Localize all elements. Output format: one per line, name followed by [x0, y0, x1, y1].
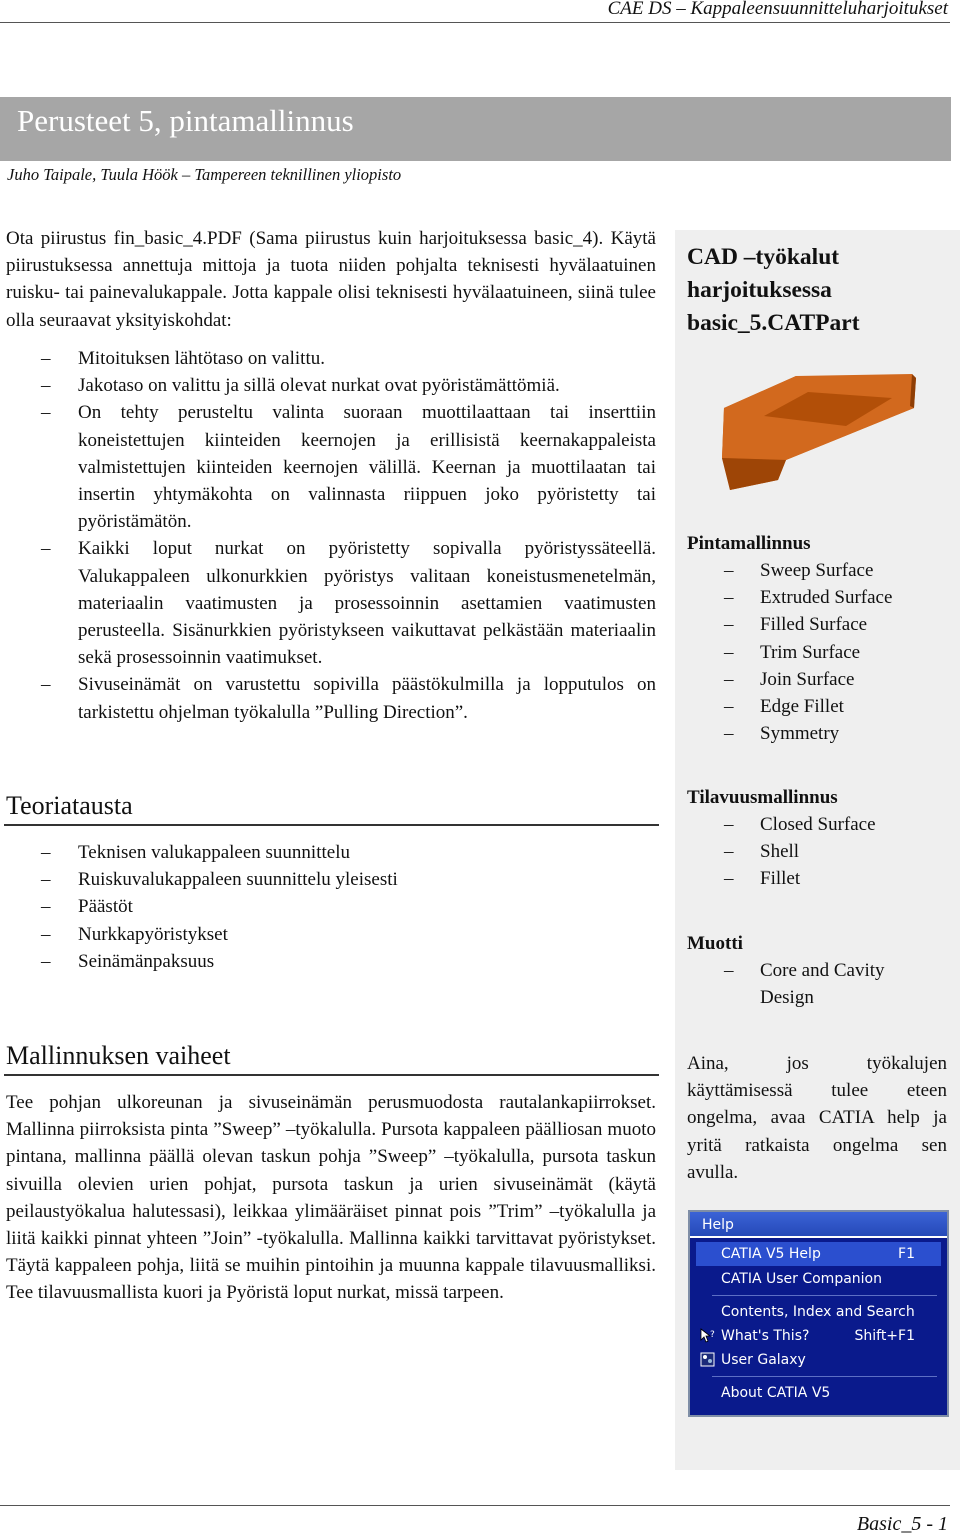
dash-bullet: – — [41, 869, 51, 891]
menu-item-user-galaxy[interactable] — [696, 1348, 941, 1372]
volume-tools-heading: Tilavuusmallinnus — [687, 787, 838, 808]
list-item — [687, 838, 947, 865]
dash-bullet: – — [41, 896, 51, 918]
intro-paragraph: Ota piirustus fin_basic_4.PDF (Sama piirustus kuin harjoituksessa basic_4). Käytä piirustuksessa annettuja mittoja ja tuota niiden pohjalta teknisesti hyvälaatuinen ruisku- tai painevalukappale. Jotta kappale olisi teknisesti hyvälaatuineen, siinä tulee olla seuraavat yksityiskohdat: — [6, 228, 656, 331]
page-title: Perusteet 5, pintamallinnus — [17, 103, 354, 138]
theory-heading: Teoriatausta — [6, 791, 133, 820]
footer-rule — [0, 1505, 950, 1506]
list-item — [687, 584, 947, 611]
menu-item-user-companion[interactable] — [696, 1267, 941, 1291]
list-item — [687, 611, 947, 638]
list-item — [6, 399, 656, 535]
list-item-text: Päästöt — [78, 896, 133, 918]
menu-item-label: CATIA User Companion — [721, 1271, 882, 1287]
menu-separator — [712, 1295, 937, 1296]
menu-item-label: User Galaxy — [721, 1352, 806, 1368]
dash-bullet: – — [41, 950, 51, 972]
list-item-text: Teknisen valukappaleen suunnittelu — [78, 842, 350, 863]
list-item — [6, 893, 656, 920]
authors: Juho Taipale, Tuula Höök – Tampereen teknillinen yliopisto — [7, 165, 402, 184]
dash-bullet: – — [724, 723, 734, 745]
menu-item-label: Contents, Index and Search — [721, 1304, 915, 1320]
requirements-list — [6, 345, 656, 726]
dash-bullet: – — [724, 668, 734, 690]
list-item-text: On tehty perusteltu valinta suoraan muottilaattaan tai inserttiin koneistettujen kiinteiden keernojen ja erillisistä keernakappaleista valmistettujen kiinteiden keernojen välillä. Keernan ja muottilaatan tai insertin yhtymäkohta on valinnasta riippuen joko pyöristetty tai pyöristämätön. — [78, 402, 656, 533]
list-item — [6, 839, 656, 866]
menu-item-label: CATIA V5 Help — [721, 1246, 821, 1262]
list-item-text: Symmetry — [760, 723, 840, 745]
list-item — [6, 372, 656, 399]
menu-item-about-catia[interactable] — [696, 1381, 941, 1405]
dash-bullet: – — [724, 587, 734, 609]
list-item-text: Jakotaso on valittu ja sillä olevat nurkat ovat pyöristämättömiä. — [78, 375, 560, 397]
modeling-paragraph: Tee pohjan ulkoreunan ja sivuseinämän perusmuodosta rautalankapiirrokset. Mallinna piirroksista pinta ”Sweep” –työkalulla. Pursota kappaleen päälliosan muoto pintana, mallinna päällä olevan taskun pohja ”Sweep” –työkalulla, pursota taskun sivuilla olevien urien pohjat, pursota taskun ja urien sivuseinämät (käytä peilaustyökalua halutessasi), leikkaa ylimääräiset pinnat pois ”Trim” –työkalulla ja liitä kaikki pinnat yhteen ”Join” -työkalulla. Mallinna kaikki tarvittavat pyöristykset. Täytä kappaleen pohja, liitä se muihin pintoihin ja muunna kappale tilavuusmalliksi. Tee tilavuusmallista kuori ja Pyöristä loput nurkat, missä tarpeen. — [6, 1092, 656, 1304]
list-item-text: Ruiskuvalukappaleen suunnittelu yleisesti — [78, 869, 398, 891]
whats-this-icon — [700, 1328, 715, 1343]
menu-item-label: What's This? — [721, 1328, 810, 1344]
mold-tools-list — [687, 957, 947, 1011]
catia-help-menu-screenshot — [688, 1210, 949, 1417]
list-item-text: Sweep Surface — [760, 560, 874, 581]
list-item-text: Sivuseinämät on varustettu sopivilla päästökulmilla ja lopputulos on tarkistettu ohjelman työkalulla ”Pulling Direction”. — [78, 674, 656, 723]
menu-item-catia-help[interactable] — [696, 1242, 941, 1266]
help-menu-title[interactable]: Help — [690, 1212, 947, 1236]
dash-bullet: – — [724, 841, 734, 863]
list-item-text: Trim Surface — [760, 641, 861, 663]
list-item-text: Extruded Surface — [760, 587, 893, 609]
list-item-text: Nurkkapyöristykset — [78, 923, 228, 945]
list-item-text: Fillet — [760, 868, 801, 890]
dash-bullet: – — [724, 696, 734, 718]
help-note: Aina, jos työkalujen käyttämisessä tulee eteen ongelma, avaa CATIA help ja yritä ratkaista ongelma sen avulla. — [687, 1053, 947, 1183]
list-item — [6, 948, 656, 975]
menu-item-shortcut: Shift+F1 — [854, 1328, 915, 1344]
page-footer: Basic_5 - 1 — [856, 1513, 948, 1535]
dash-bullet: – — [41, 842, 51, 863]
dash-bullet: – — [724, 960, 734, 981]
list-item — [6, 535, 656, 671]
menu-item-shortcut: F1 — [898, 1246, 915, 1262]
dash-bullet: – — [41, 375, 51, 397]
list-item — [687, 666, 947, 693]
list-item — [6, 345, 656, 372]
surface-tools-heading: Pintamallinnus — [687, 533, 811, 554]
list-item — [687, 557, 947, 584]
dash-bullet: – — [724, 560, 734, 581]
svg-text:?: ? — [710, 1330, 715, 1340]
list-item — [687, 865, 947, 892]
list-item-text: Kaikki loput nurkat on pyöristetty sopivalla pyöristyssäteellä. Valukappaleen ulkonurkkien pyöristys valitaan koneistusmenetelmän, materiaalin vaatimusten ja prosessoinnin asettamien vaatimusten perusteella. Sisänurkkien pyöristykseen vaikuttavat pelkästään materiaalin sekä prosessoinnin vaatimukset. — [78, 538, 656, 669]
part-front-face — [722, 458, 786, 490]
running-header: CAE DS – Kappaleensuunnitteluharjoitukset — [607, 0, 948, 19]
list-item-text: Edge Fillet — [760, 696, 844, 718]
dash-bullet: – — [724, 641, 734, 663]
list-item — [6, 866, 656, 893]
dash-bullet: – — [724, 614, 734, 636]
list-item — [6, 921, 656, 948]
help-menu-dropdown — [690, 1238, 947, 1415]
dash-bullet: – — [724, 868, 734, 890]
theory-list — [6, 839, 656, 975]
menu-item-contents-index-search[interactable] — [696, 1300, 941, 1324]
list-item-text: Closed Surface — [760, 814, 876, 835]
dash-bullet: – — [724, 814, 734, 835]
dash-bullet: – — [41, 923, 51, 945]
dash-bullet: – — [41, 348, 51, 369]
list-item — [6, 671, 656, 725]
modeling-heading: Mallinnuksen vaiheet — [6, 1041, 231, 1070]
menu-item-whats-this[interactable] — [696, 1324, 941, 1348]
list-item-text: Mitoituksen lähtötaso on valittu. — [78, 348, 325, 369]
list-item-text: Filled Surface — [760, 614, 868, 636]
list-item-text: Shell — [760, 841, 800, 863]
mold-tools-heading: Muotti — [687, 933, 743, 954]
list-item — [687, 720, 947, 747]
modeling-rule — [4, 1074, 659, 1076]
menu-separator — [712, 1376, 937, 1377]
user-galaxy-icon — [700, 1352, 715, 1367]
surface-tools-list — [687, 557, 947, 747]
list-item-text: Core and Cavity Design — [760, 960, 885, 1009]
header-rule — [0, 22, 950, 23]
sidebar-title: CAD –työkalut harjoituksessa basic_5.CATPart — [687, 244, 860, 336]
list-item-text: Join Surface — [760, 668, 855, 690]
list-item — [687, 811, 947, 838]
list-item-text: Seinämänpaksuus — [78, 950, 215, 972]
menu-item-label: About CATIA V5 — [721, 1385, 831, 1401]
dash-bullet: – — [41, 538, 51, 560]
list-item — [687, 693, 947, 720]
dash-bullet: – — [41, 402, 51, 424]
part-3d-model-image — [716, 368, 916, 493]
dash-bullet: – — [41, 674, 51, 696]
list-item — [687, 957, 947, 1011]
theory-rule — [4, 824, 659, 826]
volume-tools-list — [687, 811, 947, 893]
list-item — [687, 639, 947, 666]
